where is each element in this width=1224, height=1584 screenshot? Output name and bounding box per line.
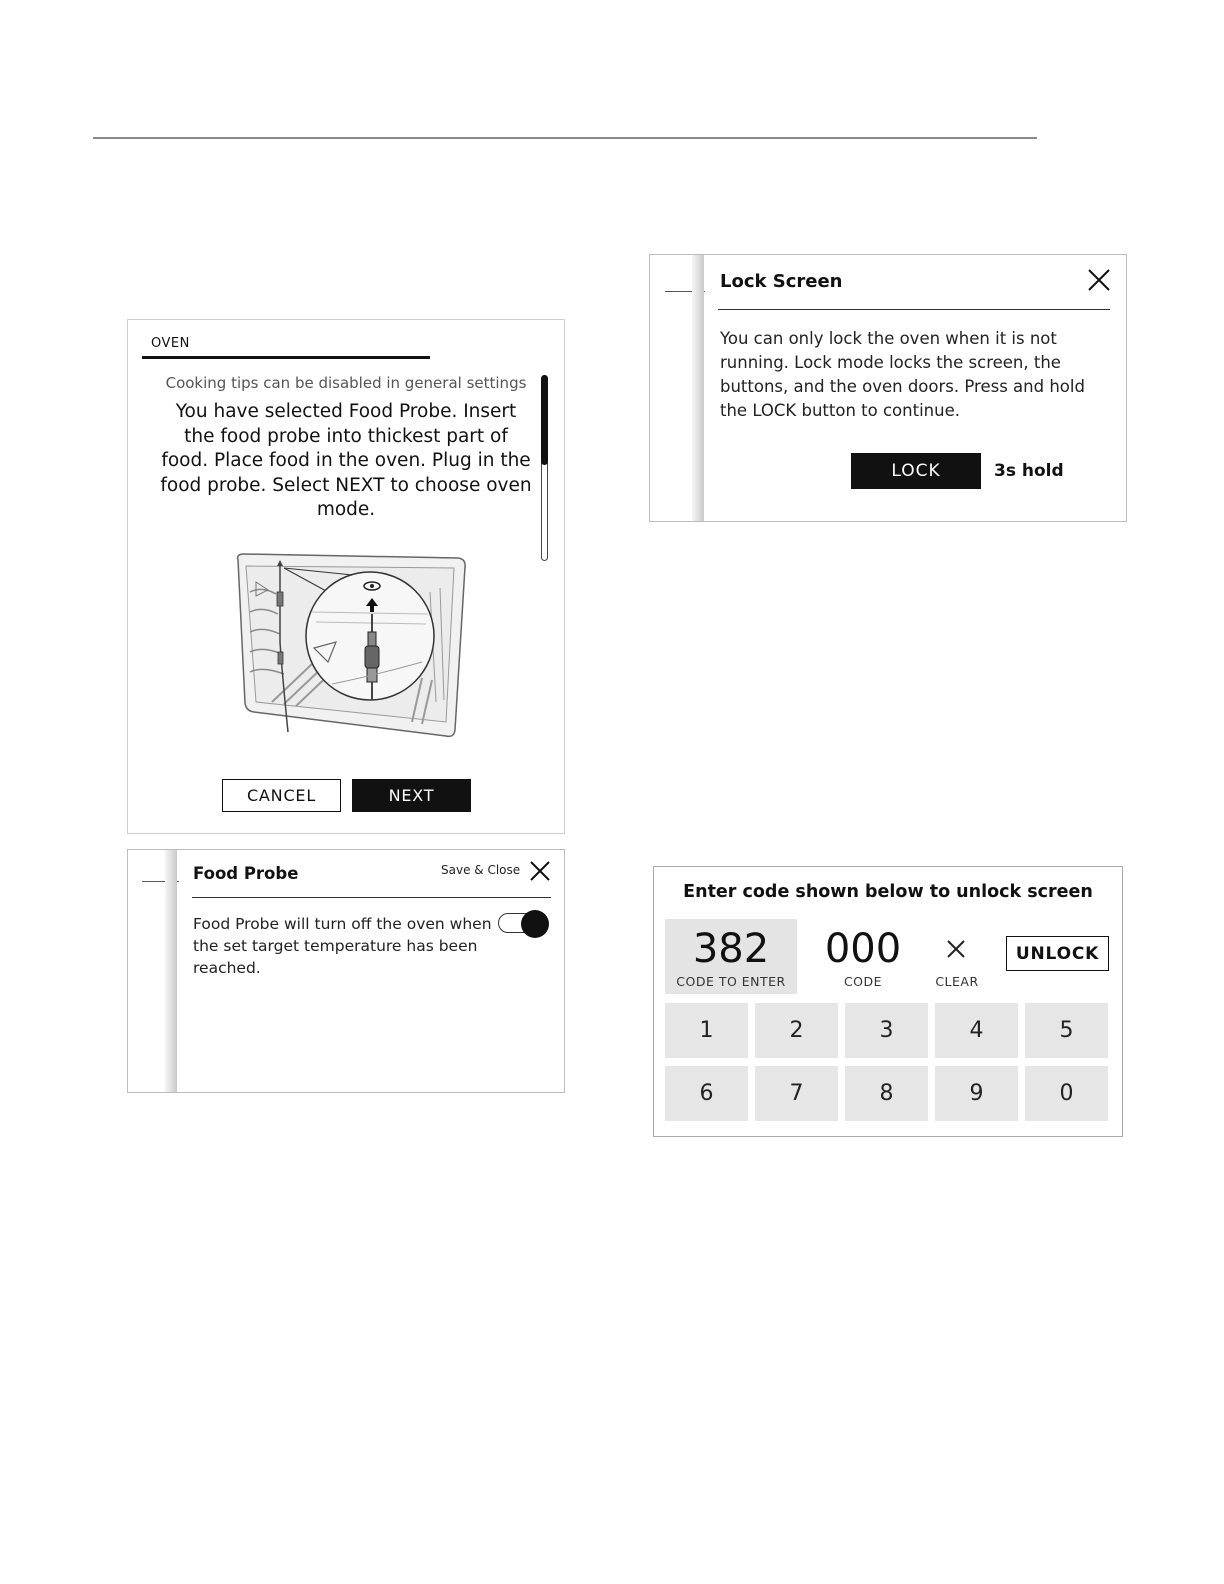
unlock-button[interactable]: UNLOCK	[1006, 936, 1109, 971]
lock-screen-dialog	[649, 254, 1127, 522]
food-probe-description: Food Probe will turn off the oven when the set target temperature has been reached.	[193, 915, 492, 977]
page-top-rule	[93, 137, 1037, 139]
lock-message: You can only lock the oven when it is not running. Lock mode locks the screen, the buttons, and the oven doors. Press and hold the LOCK button to continue.	[720, 329, 1085, 420]
cancel-button[interactable]: CANCEL	[222, 779, 341, 812]
lock-button[interactable]: LOCK	[851, 453, 981, 489]
code-to-enter-box	[665, 919, 797, 994]
hold-hint: 3s hold	[994, 461, 1064, 481]
oven-header-underline	[142, 356, 430, 359]
food-probe-dialog	[127, 849, 565, 1093]
keypad-key[interactable]: 3	[845, 1003, 928, 1058]
oven-header: OVEN	[151, 336, 190, 351]
cooking-tip-panel	[127, 319, 565, 834]
code-entry-value: 000	[824, 926, 902, 972]
scrollbar-thumb[interactable]	[541, 375, 548, 465]
dialog-title: Food Probe	[193, 864, 299, 883]
cooking-tips-hint: Cooking tips can be disabled in general settings	[165, 374, 527, 392]
keypad-key[interactable]: 4	[935, 1003, 1018, 1058]
code-entry-box	[802, 919, 924, 994]
keypad-key[interactable]: 8	[845, 1066, 928, 1121]
food-probe-toggle[interactable]	[498, 910, 550, 936]
close-icon[interactable]	[1087, 268, 1111, 292]
dialog-side-shadow	[165, 850, 177, 1092]
dialog-title: Lock Screen	[720, 271, 843, 292]
code-to-enter-value: 382	[692, 926, 770, 972]
keypad-key[interactable]: 1	[665, 1003, 748, 1058]
dialog-divider	[192, 897, 551, 898]
keypad-key[interactable]: 7	[755, 1066, 838, 1121]
close-icon[interactable]	[528, 859, 552, 883]
keypad-key[interactable]: 0	[1025, 1066, 1108, 1121]
clear-icon[interactable]	[945, 938, 967, 960]
keypad-key[interactable]: 9	[935, 1066, 1018, 1121]
numeric-keypad	[665, 1003, 1111, 1121]
unlock-title: Enter code shown below to unlock screen	[683, 882, 1093, 902]
dialog-side-shadow	[692, 255, 704, 521]
unlock-panel	[653, 866, 1123, 1137]
keypad-key[interactable]: 2	[755, 1003, 838, 1058]
code-to-enter-label: CODE TO ENTER	[676, 974, 786, 989]
dialog-divider	[718, 309, 1110, 310]
clear-button[interactable]	[924, 919, 990, 994]
save-close-label[interactable]: Save & Close	[441, 863, 521, 877]
keypad-key[interactable]: 6	[665, 1066, 748, 1121]
next-button[interactable]: NEXT	[352, 779, 471, 812]
code-entry-label: CODE	[843, 974, 883, 989]
toggle-knob	[521, 910, 549, 938]
clear-label: CLEAR	[935, 974, 979, 989]
food-probe-instructions: You have selected Food Probe. Insert the food probe into thickest part of food. Place food in the oven. Plug in the food probe. Select NEXT to choose oven mode.	[160, 401, 532, 520]
keypad-key[interactable]: 5	[1025, 1003, 1108, 1058]
oven-probe-illustration-icon	[232, 552, 468, 738]
